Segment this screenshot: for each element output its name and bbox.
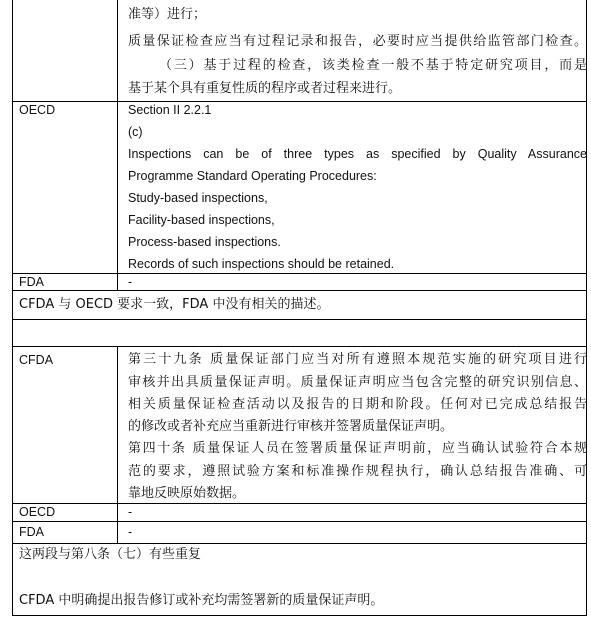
- comparison-note: CFDA 中明确提出报告修订或补充均需签署新的质量保证声明。: [19, 593, 384, 608]
- cfda-text-line: 范的要求，遵照试验方案和标准操作规程执行，确认总结报告准确、可: [128, 464, 587, 479]
- row-label-oecd: OECD: [19, 505, 56, 519]
- cfda-text-line: 第四十条 质量保证人员在签署质量保证声明前，应当确认试验符合本规: [128, 441, 587, 456]
- cfda-text-line: （三）基于过程的检查，该类检查一般不基于特定研究项目，而是: [159, 58, 587, 73]
- column-divider: [117, 346, 118, 543]
- oecd-text-line: Records of such inspections should be retained.: [128, 257, 395, 271]
- oecd-value: -: [128, 505, 133, 519]
- cfda-text-line: 相关质量保证检查活动以及报告的日期和阶段。任何对已完成总结报告: [128, 397, 587, 412]
- row-divider: [12, 503, 587, 504]
- oecd-text-line: Facility-based inspections,: [128, 213, 275, 227]
- table-left-border: [12, 0, 13, 616]
- oecd-text-line: Study-based inspections,: [128, 191, 268, 205]
- row-divider: [12, 346, 587, 347]
- table-bottom-border: [12, 615, 587, 616]
- row-label-oecd: OECD: [19, 103, 56, 117]
- table-right-border: [586, 0, 587, 616]
- oecd-text-line: Inspections can be of three types as specified by Quality Assurance: [128, 147, 587, 161]
- cfda-text-line: 第三十九条 质量保证部门应当对所有遵照本规范实施的研究项目进行: [128, 352, 587, 367]
- row-label-fda: FDA: [19, 525, 44, 539]
- row-divider: [12, 101, 587, 102]
- cfda-text-line: 准等）进行；: [128, 7, 207, 22]
- oecd-text-line: Programme Standard Operating Procedures:: [128, 169, 377, 183]
- comparison-note: CFDA 与 OECD 要求一致，FDA 中没有相关的描述。: [19, 297, 330, 312]
- cfda-text-line: 靠地反映原始数据。: [128, 486, 246, 501]
- row-label-cfda: CFDA: [19, 353, 54, 367]
- cfda-text-line: 的修改或者补充应当重新进行审核并签署质量保证声明。: [128, 419, 454, 434]
- oecd-text-line: Section II 2.2.1: [128, 103, 212, 117]
- cfda-text-line: 基于某个具有重复性质的程序或者过程来进行。: [128, 81, 402, 96]
- cfda-text-line: 质量保证检查应当有过程记录和报告，必要时应当提供给监管部门检查。: [128, 34, 587, 49]
- row-divider: [12, 521, 587, 522]
- oecd-text-line: (c): [128, 125, 143, 139]
- column-divider: [117, 0, 118, 290]
- row-label-fda: FDA: [19, 275, 44, 289]
- row-divider: [12, 543, 587, 544]
- row-divider: [12, 319, 587, 320]
- row-divider: [12, 273, 587, 274]
- cfda-text-line: 审核并出具质量保证声明。质量保证声明应当包含完整的研究识别信息、: [128, 375, 587, 390]
- oecd-text-line: Process-based inspections.: [128, 235, 281, 249]
- comparison-note: 这两段与第八条（七）有些重复: [19, 547, 202, 562]
- fda-value: -: [128, 275, 133, 289]
- row-divider: [12, 290, 587, 291]
- fda-value: -: [128, 525, 133, 539]
